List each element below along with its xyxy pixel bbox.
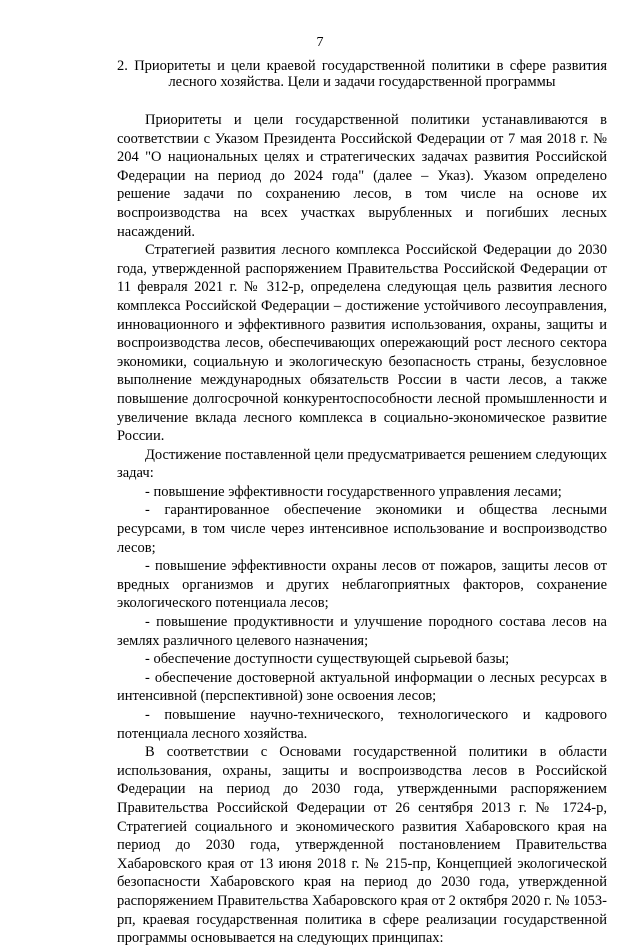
paragraph-tasks-intro: Достижение поставленной цели предусматривается решением следующих задач: (117, 446, 607, 482)
task-item: - повышение эффективности государственного управления лесами; (145, 483, 562, 500)
task-item: - обеспечение доступности существующей сырьевой базы; (145, 651, 510, 668)
task-item: - повышение продуктивности и улучшение породного состава лесов на землях различного целевого назначения; (117, 614, 607, 649)
page-content (117, 58, 607, 948)
task-item: - обеспечение достоверной актуальной информации о лесных ресурсах в интенсивной (перспективной) зоне освоения лесов; (117, 669, 607, 705)
task-item: - повышение эффективности охраны лесов от пожаров, защиты лесов от вредных организмов и других неблагоприятных факторов, сохранение экологического потенциала лесов; (117, 558, 607, 612)
page-number: 7 (316, 35, 324, 50)
task-item: - гарантированное обеспечение экономики и общества лесными ресурсами, в том числе через интенсивное использование и воспроизводство лесов; (117, 502, 607, 556)
task-item: - повышение научно-технического, технологического и кадрового потенциала лесного хозяйства. (117, 707, 607, 742)
paragraph-strategy: Стратегией развития лесного комплекса Российской Федерации до 2030 года, утвержденной распоряжением Правительства Российской Федерации от 11 февраля 2021 г. № 312-р, определена следующая цель развития лесного комплекса Российской Федерации – достижение устойчивого лесоуправления, инновационного и эффективного развития использования, охраны, защиты и воспроизводства лесов, обеспечивающих опережающий рост лесного сектора экономики, социальную и экологическую безопасность страны, безусловное выполнение международных обязательств России в части лесов, а также повышение долгосрочной конкурентоспособности лесной промышленности и увеличение вклада лесного комплекса в социально-экономическое развитие России. (117, 242, 607, 445)
paragraph-principles: В соответствии с Основами государственной политики в области использования, охраны, защиты и воспроизводства лесов в Российской Федерации на период до 2030 года, утвержденными распоряжением Правительства Российской Федерации от 26 сентября 2013 г. № 1724-р, Стратегией социального и экономического развития Хабаровского края на период до 2030 года, утвержденной постановлением Правительства Хабаровского края от 13 июня 2018 г. № 215-пр, Концепцией экологической безопасности Хабаровского края на период до 2030 года, утвержденной распоряжением Правительства Хабаровского края от 2 октября 2020 г. № 1053-рп, краевая государственная политика в сфере реализации государственной программы основывается на следующих принципах: (117, 744, 607, 947)
paragraph-priorities: Приоритеты и цели государственной политики устанавливаются в соответствии с Указом Президента Российской Федерации от 7 мая 2018 г. № 204 "О национальных целях и стратегических задачах развития Российской Федерации на период до 2024 года" (далее – Указ). Указом определено решение задачи по сохранению лесов, в том числе на основе их воспроизводства на всех участках вырубленных и погибших лесных насаждений. (117, 112, 607, 240)
section-heading: 2. Приоритеты и цели краевой государственной политики в сфере развития лесного хозяйства. Цели и задачи государственной программы (117, 58, 607, 90)
